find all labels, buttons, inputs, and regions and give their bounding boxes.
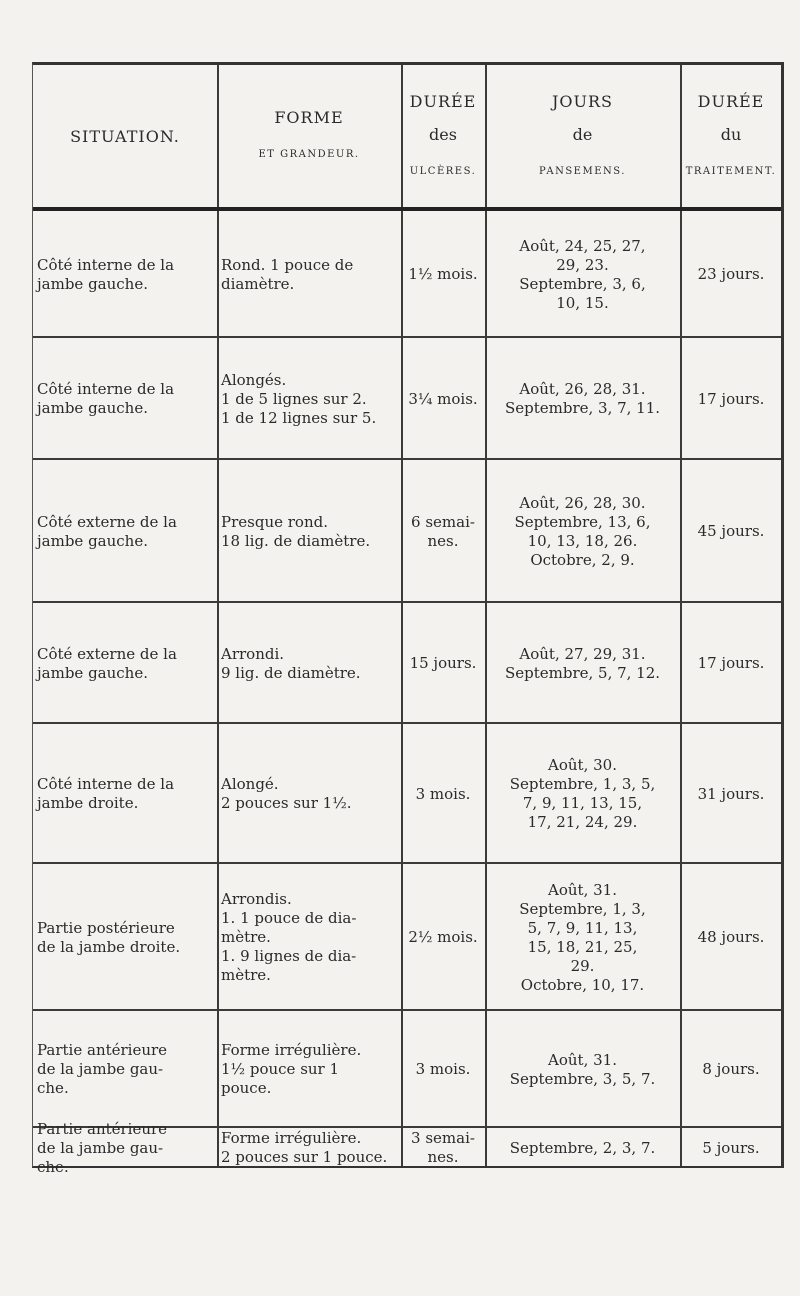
header-jours-pansemens xyxy=(485,65,680,207)
header-jours-label: JOURS xyxy=(551,91,614,111)
cell-forme-line: Rond. 1 pouce de xyxy=(221,255,354,274)
cell-duree-line: 1½ mois. xyxy=(408,265,478,283)
header-duree-traitement-sub: TRAITEMENT. xyxy=(685,165,777,177)
cell-jours-line: Août, 31. xyxy=(548,880,617,899)
cell-jours-line: Septembre, 1, 3, xyxy=(519,899,646,918)
cell-duree-line: 3 mois. xyxy=(415,784,471,803)
header-duree-traitement-mid: du xyxy=(720,124,742,144)
cell-situation-line: Côté interne de la xyxy=(37,255,175,274)
cell-jours-line: Septembre, 3, 5, 7. xyxy=(509,1069,656,1088)
cell-jours-line: 5, 7, 9, 11, 13, xyxy=(527,918,638,937)
cell-situation xyxy=(33,338,217,460)
cell-situation xyxy=(33,724,217,864)
cell-situation xyxy=(33,864,217,1011)
header-duree-ulceres-mid: des xyxy=(429,124,457,144)
cell-jours-line: 10, 15. xyxy=(556,293,609,312)
cell-forme xyxy=(217,864,401,1011)
cell-jours-line: 7, 9, 11, 13, 15, xyxy=(522,794,643,812)
cell-forme-line: 1 de 12 lignes sur 5. xyxy=(221,408,377,427)
cell-jours xyxy=(485,603,680,724)
cell-situation xyxy=(33,603,217,724)
cell-jours xyxy=(485,338,680,460)
cell-situation-line: Côté interne de la xyxy=(37,775,175,793)
cell-jours-line: Octobre, 2, 9. xyxy=(530,550,635,569)
cell-jours xyxy=(485,1011,680,1128)
cell-forme xyxy=(217,460,401,603)
cell-jours-line: 10, 13, 18, 26. xyxy=(527,531,638,550)
cell-traitement xyxy=(680,1128,782,1168)
cell-traitement-line: 48 jours. xyxy=(697,928,765,946)
cell-jours-line: 15, 18, 21, 25, xyxy=(527,937,638,956)
cell-jours-line: Septembre, 13, 6, xyxy=(514,512,651,531)
cell-forme-line: 1. 1 pouce de dia- xyxy=(221,909,357,927)
header-forme-sub: ET GRANDEUR. xyxy=(258,149,360,160)
cell-jours-line: 17, 21, 24, 29. xyxy=(527,813,638,831)
cell-jours-line: Octobre, 10, 17. xyxy=(520,975,645,994)
cell-situation-line: jambe gauche. xyxy=(37,274,148,293)
cell-jours-line: Août, 26, 28, 31. xyxy=(519,380,646,398)
cell-traitement-line: 45 jours. xyxy=(697,522,765,540)
cell-traitement xyxy=(680,603,782,724)
cell-forme xyxy=(217,1011,401,1128)
cell-duree-line: 3¼ mois. xyxy=(408,389,478,408)
header-forme-label: FORME xyxy=(274,108,344,127)
cell-duree xyxy=(401,724,485,864)
cell-traitement-line: 17 jours. xyxy=(697,654,765,672)
cell-forme xyxy=(217,338,401,460)
cell-forme-line: 1. 9 lignes de dia- xyxy=(221,947,357,965)
cell-duree xyxy=(401,603,485,724)
cell-forme-line: 2 pouces sur 1½. xyxy=(221,794,352,812)
cell-duree xyxy=(401,864,485,1011)
cell-jours-line: 29. xyxy=(570,956,595,975)
header-jours-mid: de xyxy=(572,124,593,144)
cell-jours-line: 29, 23. xyxy=(556,255,609,274)
cell-jours-line: Août, 26, 28, 30. xyxy=(519,493,646,512)
header-duree-ulceres-sub: ULCÈRES. xyxy=(409,165,477,177)
cell-duree-line: nes. xyxy=(427,531,459,550)
cell-traitement xyxy=(680,864,782,1011)
cell-jours xyxy=(485,1128,680,1168)
cell-forme-line: 2 pouces sur 1 pouce. xyxy=(221,1148,388,1166)
cell-situation-line: che. xyxy=(37,1079,69,1097)
cell-jours-line: Août, 30. xyxy=(548,756,617,774)
cell-situation-line: Côté externe de la xyxy=(37,644,177,663)
header-situation xyxy=(33,65,217,207)
cell-jours-line: Septembre, 2, 3, 7. xyxy=(509,1138,656,1157)
cell-jours-line: Septembre, 3, 6, xyxy=(519,274,646,293)
cell-duree-line: 3 mois. xyxy=(415,1060,471,1078)
cell-duree xyxy=(401,460,485,603)
cell-jours xyxy=(485,724,680,864)
cell-situation-line: jambe droite. xyxy=(37,794,139,812)
cell-jours xyxy=(485,864,680,1011)
cell-forme-line: 18 lig. de diamètre. xyxy=(221,531,371,550)
cell-situation-line: de la jambe gau- xyxy=(37,1138,164,1157)
cell-situation-line: Partie antérieure xyxy=(37,1119,168,1138)
cell-forme-line: Forme irrégulière. xyxy=(221,1041,362,1059)
cell-forme-line: Arrondis. xyxy=(221,890,292,908)
cell-jours-line: Août, 24, 25, 27, xyxy=(519,236,646,255)
cell-jours xyxy=(485,460,680,603)
cell-forme-line: 1½ pouce sur 1 xyxy=(221,1060,340,1078)
cell-duree xyxy=(401,211,485,338)
cell-situation-line: Côté interne de la xyxy=(37,380,175,398)
cell-forme-line: Alongés. xyxy=(221,370,287,389)
cell-situation-line: Partie postérieure xyxy=(37,918,175,937)
cell-situation xyxy=(33,1119,217,1176)
cell-forme-line: pouce. xyxy=(221,1079,272,1097)
cell-forme-line: Presque rond. xyxy=(221,512,328,531)
cell-situation-line: Partie antérieure xyxy=(37,1041,168,1059)
cell-situation xyxy=(33,1011,217,1128)
cell-duree-line: 3 semai- xyxy=(411,1129,475,1147)
header-forme xyxy=(217,65,401,207)
cell-duree xyxy=(401,1128,485,1168)
cell-forme-line: mètre. xyxy=(221,966,271,984)
cell-forme xyxy=(217,211,401,338)
cell-traitement-line: 31 jours. xyxy=(697,784,765,803)
cell-situation-line: Côté externe de la xyxy=(37,512,177,531)
header-situation-label: SITUATION. xyxy=(70,126,180,146)
cell-forme-line: Arrondi. xyxy=(221,644,285,663)
cell-traitement xyxy=(680,338,782,460)
cell-forme-line: 9 lig. de diamètre. xyxy=(221,663,361,682)
header-duree-ulceres xyxy=(401,65,485,207)
cell-jours-line: Septembre, 3, 7, 11. xyxy=(504,399,661,417)
cell-traitement xyxy=(680,211,782,338)
cell-traitement-line: 5 jours. xyxy=(702,1138,760,1157)
cell-jours-line: Septembre, 5, 7, 12. xyxy=(504,663,661,682)
cell-traitement xyxy=(680,1011,782,1128)
cell-situation-line: de la jambe droite. xyxy=(37,937,181,956)
cell-situation-line: jambe gauche. xyxy=(37,399,148,417)
cell-traitement-line: 23 jours. xyxy=(697,265,765,283)
cell-situation-line: che. xyxy=(37,1157,69,1176)
cell-situation-line: de la jambe gau- xyxy=(37,1060,164,1078)
cell-duree-line: 15 jours. xyxy=(409,654,477,672)
cell-situation xyxy=(33,211,217,338)
table xyxy=(32,62,784,1176)
cell-duree-line: 6 semai- xyxy=(411,512,475,531)
cell-duree xyxy=(401,1011,485,1128)
cell-jours-line: Août, 27, 29, 31. xyxy=(519,644,646,663)
cell-forme-line: Alongé. xyxy=(221,775,279,793)
cell-duree-line: nes. xyxy=(427,1148,459,1166)
cell-traitement-line: 17 jours. xyxy=(697,389,765,408)
cell-forme-line: 1 de 5 lignes sur 2. xyxy=(221,389,367,408)
cell-jours-line: Août, 31. xyxy=(548,1050,617,1069)
cell-duree-line: 2½ mois. xyxy=(408,928,478,946)
header-duree-traitement-label: DURÉE xyxy=(697,91,765,111)
cell-traitement xyxy=(680,460,782,603)
cell-duree xyxy=(401,338,485,460)
cell-forme-line: mètre. xyxy=(221,928,271,946)
cell-forme xyxy=(217,603,401,724)
cell-forme-line: diamètre. xyxy=(221,274,295,293)
cell-situation-line: jambe gauche. xyxy=(37,531,148,550)
cell-situation-line: jambe gauche. xyxy=(37,663,148,682)
cell-forme xyxy=(217,1128,401,1168)
header-duree-traitement xyxy=(680,65,782,207)
header-jours-sub: PANSEMENS. xyxy=(539,165,626,177)
cell-forme xyxy=(217,724,401,864)
cell-jours-line: Septembre, 1, 3, 5, xyxy=(509,775,656,793)
cell-situation xyxy=(33,460,217,603)
cell-jours xyxy=(485,211,680,338)
cell-forme-line: Forme irrégulière. xyxy=(221,1129,362,1147)
header-duree-ulceres-label: DURÉE xyxy=(409,91,477,111)
cell-traitement-line: 8 jours. xyxy=(702,1060,760,1078)
cell-traitement xyxy=(680,724,782,864)
